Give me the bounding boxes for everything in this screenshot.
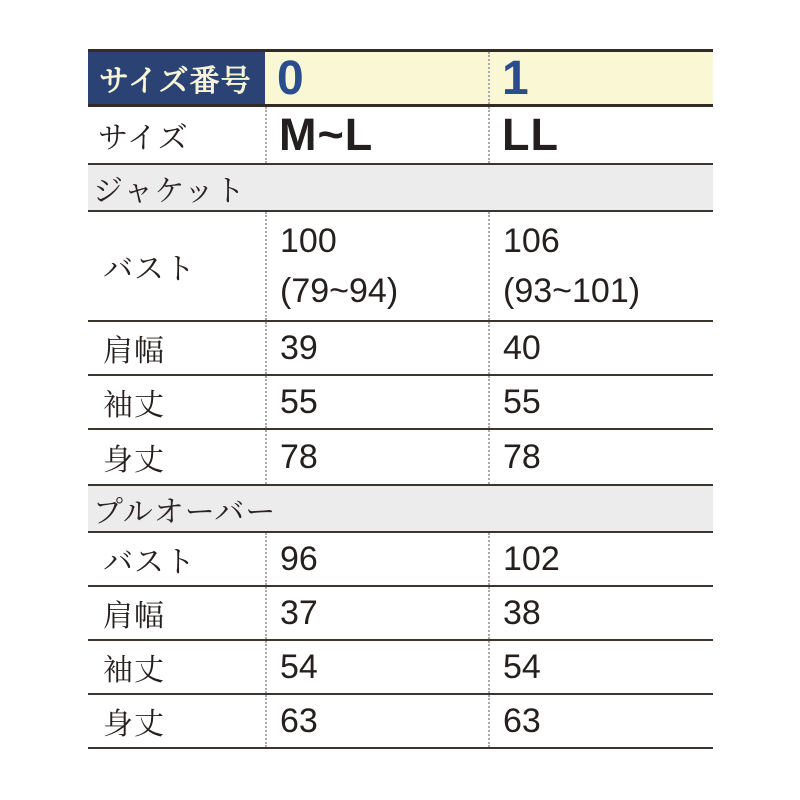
cell-value: 54	[488, 641, 713, 693]
table-row-pullover-sleeve	[88, 641, 713, 695]
size-table	[88, 49, 713, 749]
size-row-label: サイズ	[98, 122, 189, 155]
size-number-value-0: 0	[265, 52, 488, 104]
cell-value: 55	[265, 376, 488, 428]
cell-value: 63	[265, 695, 488, 747]
cell-value: 96	[265, 533, 488, 585]
cell-value: 102	[488, 533, 713, 585]
size-number-header-row	[88, 49, 713, 107]
row-label: 肩幅	[103, 335, 165, 368]
cell-value: 38	[488, 587, 713, 639]
bust-value-line2: (79~94)	[280, 272, 399, 310]
size-number-header-label: サイズ番号	[88, 52, 265, 104]
bust-value-line1: 106	[503, 222, 560, 260]
size-value-1: LL	[488, 107, 713, 163]
bust-value-line1: 100	[280, 222, 337, 260]
row-label: バスト	[103, 253, 196, 286]
table-row-jacket-sleeve	[88, 376, 713, 430]
section-header-jacket: ジャケット	[88, 163, 713, 212]
row-label: 袖丈	[103, 389, 165, 422]
row-label: バスト	[103, 546, 196, 579]
cell-value: 78	[265, 430, 488, 484]
cell-value: 37	[265, 587, 488, 639]
bust-value-line2: (93~101)	[503, 272, 641, 310]
size-number-value-1: 1	[488, 52, 713, 104]
cell-value: 54	[265, 641, 488, 693]
table-row-jacket-shoulder	[88, 322, 713, 376]
cell-value	[265, 212, 488, 320]
row-label: 身丈	[103, 708, 165, 741]
cell-value: 40	[488, 322, 713, 374]
size-value-0: M~L	[265, 107, 488, 163]
cell-value: 63	[488, 695, 713, 747]
cell-value: 55	[488, 376, 713, 428]
table-row-pullover-bust	[88, 533, 713, 587]
table-row-pullover-length	[88, 695, 713, 749]
table-row-jacket-length	[88, 430, 713, 484]
table-row-pullover-shoulder	[88, 587, 713, 641]
row-label: 袖丈	[103, 654, 165, 687]
cell-value	[488, 212, 713, 320]
size-row	[88, 107, 713, 163]
table-row-jacket-bust	[88, 212, 713, 322]
cell-value: 39	[265, 322, 488, 374]
row-label: 身丈	[103, 444, 165, 477]
row-label: 肩幅	[103, 600, 165, 633]
section-header-pullover: プルオーバー	[88, 484, 713, 533]
cell-value: 78	[488, 430, 713, 484]
